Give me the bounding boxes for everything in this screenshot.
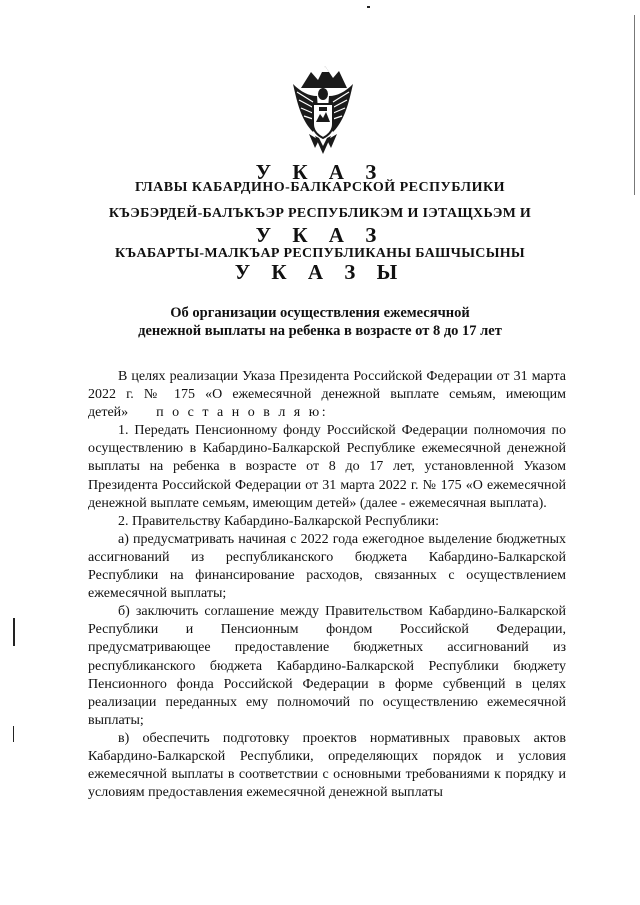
heading-ukaz: У К А З (255, 160, 385, 184)
decree-word: п о с т а н о в л я ю: (156, 405, 329, 421)
document-title: Об организации осуществления ежемесячной (170, 305, 470, 321)
paragraph-2: 2. Правительству Кабардино-Балкарской Республики: (118, 513, 439, 529)
coat-of-arms-icon (291, 62, 355, 158)
scan-artifact (13, 618, 15, 646)
heading-balkar: КЪАБАРТЫ-МАЛКЪАР РЕСПУБЛИКАНЫ БАШЧЫСЫНЫ (115, 246, 525, 261)
scan-artifact (367, 6, 370, 8)
document-title-line-2: денежной выплаты на ребенка в возрасте от 8 до 17 лет (138, 323, 502, 339)
intro-text: В целях реализации Указа Президента Российской Федерации от 31 марта 2022 г. № 175 «О ежемесячной денежной выплате семьям, имеющим детей» (88, 369, 566, 421)
paragraph-2a: а) предусматривать начиная с 2022 года ежегодное выделение бюджетных ассигнований из республиканского бюджета Кабардино-Балкарской Республики на финансирование расходов, связанных с осуществлением ежемесячной выплаты; (88, 531, 566, 602)
heading-ukaz-kabardian: У К А З (255, 223, 385, 247)
paragraph-2b: б) заключить соглашение между Правительством Кабардино-Балкарской Республики и Пенсионным фондом Российской Федерации, предусматривающее предоставление бюджетных ассигнований из республиканского бюджета Кабардино-Балкарской Республики бюджету Пенсионного фонда Российской Федерации в форме субвенций в целях реализации переданных ему полномочий по осуществлению ежемесячной выплаты; (88, 604, 566, 728)
heading-ukaz-balkar: У К А З Ы (234, 260, 406, 284)
intro-paragraph (88, 368, 566, 422)
scan-artifact (13, 726, 14, 742)
heading-kabardian: КЪЭБЭРДЕЙ-БАЛЪКЪЭР РЕСПУБЛИКЭМ И ІЭТАЩХЬЭМ И (108, 206, 532, 221)
scan-artifact (634, 15, 635, 195)
heading-head-of-republic: ГЛАВЫ КАБАРДИНО-БАЛКАРСКОЙ РЕСПУБЛИКИ (134, 180, 506, 195)
paragraph-1: 1. Передать Пенсионному фонду Российской Федерации полномочия по осуществлению в Кабардино-Балкарской Республике ежемесячной денежной выплаты на ребенка в возрасте от 8 до 17 лет, установленной Указом Президента Российской Федерации от 31 марта 2022 г. № 175 «О ежемесячной денежной выплате семьям, имеющим детей» (далее - ежемесячная выплата). (88, 423, 566, 511)
document-body (88, 368, 566, 802)
paragraph-2c: в) обеспечить подготовку проектов нормативных правовых актов Кабардино-Балкарской Республики, определяющих порядок и условия ежемесячной выплаты в соответствии с основными требованиями к порядку и условиям предоставления ежемесячной денежной выплаты (88, 730, 566, 801)
